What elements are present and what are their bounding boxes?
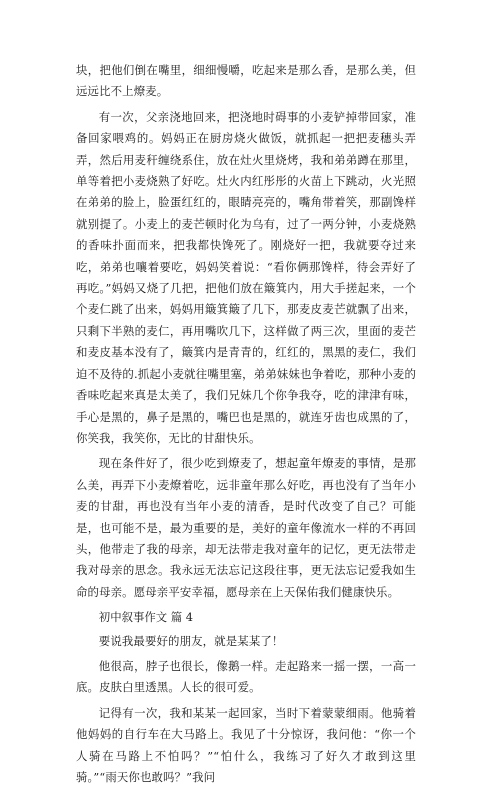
paragraph-wheat-roasting-story: 有一次，父亲浇地回来，把浇地时碍事的小麦铲掉带回家，准备回家喂鸡的。妈妈正在厨房烧火做饭，就抓起一把把麦穗头弄弄，然后用麦秆缠绕系住，放在灶火里烧烤，我和弟弟蹲在那里，单等着把小麦烧熟了好吃。灶火内红彤彤的火苗上下跳动，火光照在弟弟的脸上，脸蛋红红的，眼睛亮亮的，嘴角带着笑，那副馋样就别提了。小麦上的麦芒顿时化为乌有，过了一两分钟，小麦烧熟的香味扑面而来，把我都快馋死了。刚烧好一把，我就要夺过来吃，弟弟也嚷着要吃，妈妈笑着说：“看你俩那馋样，待会弄好了再吃。”妈妈又烧了几把，把他们放在簸箕内，用大手搓起来，一个个麦仁跳了出来，妈妈用簸箕簸了几下，那麦皮麦芒就飘了出来，只剩下半熟的麦仁，再用嘴吹几下，这样做了两三次，里面的麦芒和麦皮基本没有了，簸箕内是青青的，红红的，黑黑的麦仁，我们迫不及待的.抓起小麦就往嘴里塞，弟弟妹妹也争着吃，那种小麦的香味吃起来真是太美了，我们兄妹几个你争我夺，吃的津津有味，手心是黑的，鼻子是黑的，嘴巴也是黑的，就连牙齿也成黑的了，你笑我，我笑你，无比的甘甜快乐。 bbox=[76, 109, 416, 445]
paragraph-continuation: 块，把他们倒在嘴里，细细慢嚼，吃起来是那么香，是那么美，但远远比不上燎麦。 bbox=[76, 63, 416, 99]
paragraph-friend-description: 他很高，脖子也很长，像鹅一样。走起路来一摇一摆，一高一底。皮肤白里透黑。人长的很可爱。 bbox=[76, 658, 416, 695]
section-heading: 初中叙事作文 篇 4 bbox=[98, 610, 194, 625]
paragraph-rainy-day-story: 记得有一次，我和某某一起回家，当时下着蒙蒙细雨。他骑着他妈妈的自行车在大马路上。我见了十分惊讶，我问他：“你一个人骑在马路上不怕吗？”“怕什么，我练习了好久才敢到这里骑。”“雨天你也敢吗？”我问 bbox=[76, 705, 416, 784]
paragraph-reflection: 现在条件好了，很少吃到燎麦了，想起童年燎麦的事情，是那么美，再弄下小麦燎着吃，远非童年那么好吃，再也没有了当年小麦的甘甜，再也没有当年小麦的清香，是时代改变了自己？可能是，也可能不是，最为重要的是，美好的童年像流水一样的不再回头，他带走了我的母亲，却无法带走我对童年的记忆，更无法带走我对母亲的思念。我永远无法忘记这段往事，更无法忘记爱我如生命的母亲。愿母亲平安幸福，愿母亲在上天保佑我们健康快乐。 bbox=[76, 456, 416, 599]
paragraph-best-friend-intro: 要说我最要好的朋友，就是某某了！ bbox=[98, 633, 284, 648]
document-body bbox=[76, 60, 416, 792]
